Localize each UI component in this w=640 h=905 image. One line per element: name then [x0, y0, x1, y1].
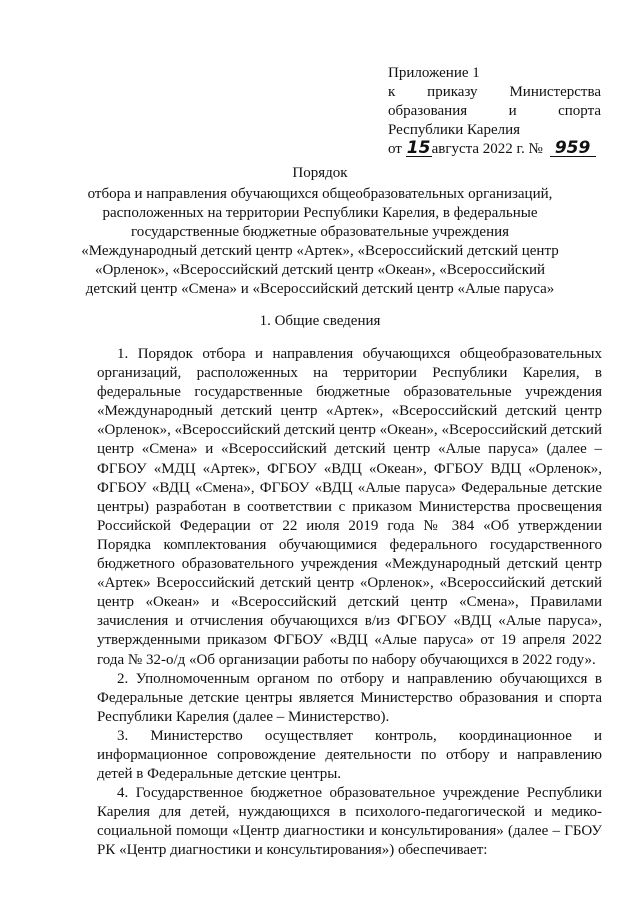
- order-date-rest: августа 2022 г. №: [431, 141, 543, 157]
- appendix-header: [388, 64, 601, 159]
- paragraph-2: 2. Уполномоченным органом по отбору и направлению обучающихся в Федеральные детские центры является Министерство образования и спорта Республики Карелия (далее – Министерство).: [97, 670, 602, 725]
- appendix-line-3: образования и спорта: [388, 103, 601, 119]
- order-number-handwritten: 959: [550, 140, 596, 157]
- order-day-handwritten: 15: [406, 138, 431, 158]
- paragraph-1: 1. Порядок отбора и направления обучающихся общеобразовательных организаций, расположенных на территории Республики Карелия, в федеральные государственные бюджетные образовательные учреждения «Международный детский центр «Артек», «Всероссийский детский центр «Орленок», «Всероссийский детский центр «Океан», «Всероссийский детский центр «Смена» и «Всероссийский детский центр «Алые паруса» (далее – ФГБОУ «МДЦ «Артек», ФГБОУ «ВДЦ «Океан», ФГБОУ ВДЦ «Орленок», ФГБОУ «ВДЦ «Смена», ФГБОУ «ВДЦ «Алые паруса» Федеральные детские центры) разработан в соответствии с приказом Министерства просвещения Российской Федерации от 22 июля 2019 года № 384 «Об утверждении Порядка комплектования обучающимися федерального государственного бюджетного образовательного учреждения «Международный детский центр «Артек» Всероссийский детский центр «Орленок», «Всероссийский детский центр «Океан» и «Всероссийский детский центр «Смена», Правилами зачисления и отчисления обучающихся в/из ФГБОУ «ВДЦ «Алые паруса», утвержденными приказом ФГБОУ «ВДЦ «Алые паруса» от 19 апреля 2022 года № 32-о/д «Об организации работы по набору обучающихся в 2022 году».: [97, 346, 602, 668]
- appendix-line-4: Республики Карелия: [388, 122, 521, 138]
- paragraph-3: 3. Министерство осуществляет контроль, координационное и информационное сопровождение деятельности по отбору и направлению детей в Федеральные детские центры.: [97, 727, 602, 783]
- document-title: [76, 164, 564, 299]
- title-heading: Порядок: [292, 165, 348, 181]
- order-reference: [388, 140, 601, 159]
- appendix-line-1: Приложение 1: [388, 65, 480, 81]
- order-prefix: от: [388, 141, 402, 157]
- appendix-line-2: к приказу Министерства: [388, 84, 601, 100]
- document-body: [97, 345, 602, 861]
- paragraph-4: 4. Государственное бюджетное образовательное учреждение Республики Карелия для детей, нуждающихся в психолого-педагогической и медико-социальной помощи «Центр диагностики и консультирования» (далее – ГБОУ РК «Центр диагностики и консультирования») обеспечивает:: [97, 785, 602, 859]
- title-subtitle: отбора и направления обучающихся общеобразовательных организаций, расположенных на территории Республики Карелия, в федеральные государственные бюджетные образовательные учреждения «Международный детский центр «Артек», «Всероссийский детский центр «Орленок», «Всероссийский детский центр «Океан», «Всероссийский детский центр «Смена» и «Всероссийский детский центр «Алые паруса»: [81, 186, 559, 297]
- section-title: 1. Общие сведения: [259, 313, 381, 329]
